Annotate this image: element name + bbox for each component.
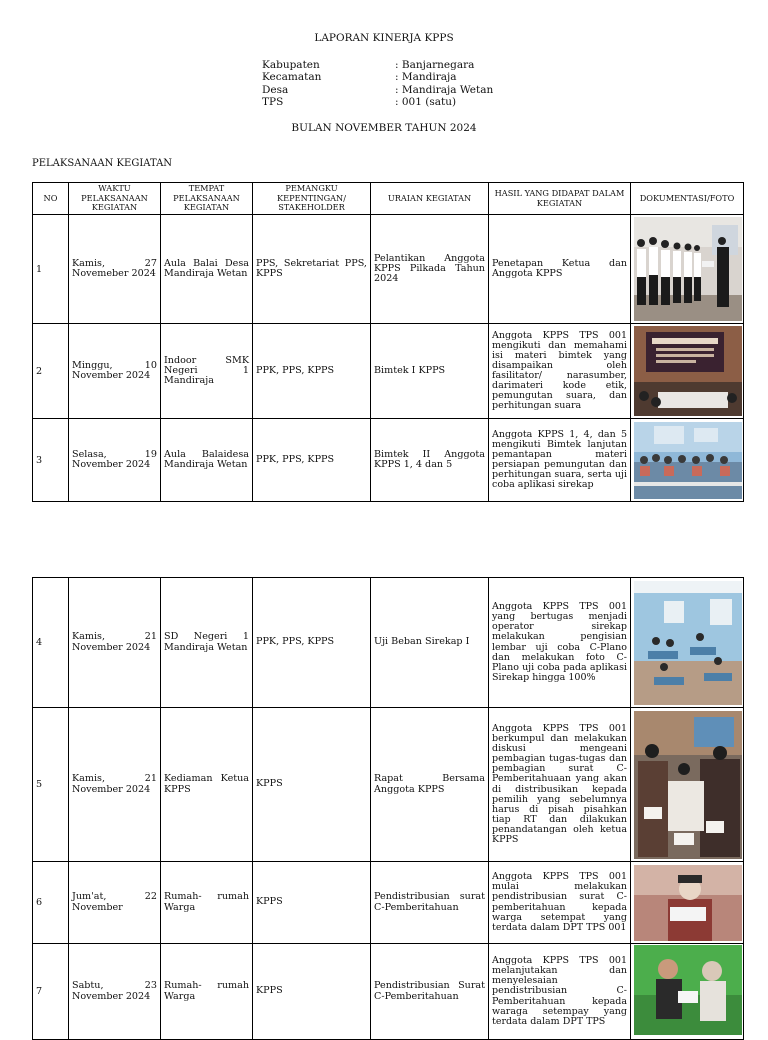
cell-tempat: Aula Balai Desa Mandiraja Wetan [161,215,253,324]
table-row [33,944,744,1040]
cell-tempat: Aula Balaidesa Mandiraja Wetan [161,419,253,502]
cell-foto [631,944,744,1040]
table-row [33,419,744,502]
photo-bimtek-hall [634,326,742,416]
cell-tempat: Kediaman Ketua KPPS [161,708,253,862]
info-label: Kecamatan [262,71,322,84]
table-header-row [33,183,744,215]
table-row [33,708,744,862]
cell-no: 7 [33,944,69,1040]
cell-pemangku: KPPS [253,944,371,1040]
cell-waktu: Sabtu, 23 November 2024 [69,944,161,1040]
report-period: BULAN NOVEMBER TAHUN 2024 [291,122,477,134]
cell-no: 1 [33,215,69,324]
cell-hasil: Anggota KPPS TPS 001 mengikuti dan memahami isi materi bimtek yang disampaikan oleh fasilitator/ narasumber, darimateri kode etik, pemungutan suara, dan perhitungan suara [489,324,631,419]
info-value: : Mandiraja Wetan [395,83,494,96]
cell-foto [631,708,744,862]
cell-no: 2 [33,324,69,419]
cell-no: 5 [33,708,69,862]
column-header-hasil: HASIL YANG DIDAPAT DALAM KEGIATAN [489,183,631,215]
info-label: Kabupaten [262,59,320,71]
column-header-dokumentasi: DOKUMENTASI/FOTO [631,183,744,215]
activity-table-page-1 [32,182,744,502]
cell-waktu: Minggu, 10 November 2024 [69,324,161,419]
cell-pemangku: PPK, PPS, KPPS [253,419,371,502]
cell-uraian: Bimtek I KPPS [371,324,489,419]
cell-uraian: Pendistribusian Surat C-Pemberitahuan [371,944,489,1040]
column-header-tempat: TEMPAT PELAKSANAAN KEGIATAN [161,183,253,215]
cell-waktu: Kamis, 27 Novemeber 2024 [69,215,161,324]
table-row [33,578,744,708]
column-header-no: NO [33,183,69,215]
cell-tempat: Rumah- rumah Warga [161,862,253,944]
cell-tempat: SD Negeri 1 Mandiraja Wetan [161,578,253,708]
cell-foto [631,578,744,708]
cell-foto [631,324,744,419]
cell-hasil: Anggota KPPS TPS 001 yang bertugas menjadi operator sirekap melakukan pengisian lembar uji coba C-Plano dan melakukan foto C-Plano uji coba pada aplikasi Sirekap hingga 100% [489,578,631,708]
cell-pemangku: PPK, PPS, KPPS [253,324,371,419]
cell-hasil: Anggota KPPS TPS 001 melanjutakan dan menyelesaian pendistribusian C-Pemberitahuan kepada waraga setempay yang terdata dalam DPT TPS [489,944,631,1040]
info-row-tps [262,96,493,108]
photo-classroom [634,581,742,705]
info-row-desa [262,84,493,96]
photo-inauguration [634,217,742,321]
cell-foto [631,215,744,324]
cell-uraian: Uji Beban Sirekap I [371,578,489,708]
cell-uraian: Rapat Bersama Anggota KPPS [371,708,489,862]
cell-hasil: Anggota KPPS 1, 4, dan 5 mengikuti Bimtek lanjutan pemantapan materi persiapan pemungutan dan perhitungan suara, serta uji coba aplikasi sirekap [489,419,631,502]
cell-uraian: Bimtek II Anggota KPPS 1, 4 dan 5 [371,419,489,502]
activity-table-page-2 [32,577,744,1040]
info-row-kecamatan [262,71,493,83]
report-info [262,59,493,109]
cell-waktu: Jum'at, 22 November [69,862,161,944]
photo-distribution-1 [634,865,742,941]
cell-hasil: Penetapan Ketua dan Anggota KPPS [489,215,631,324]
column-header-waktu: WAKTU PELAKSANAAN KEGIATAN [69,183,161,215]
info-label: Desa [262,83,289,96]
column-header-pemangku: PEMANGKU KEPENTINGAN/ STAKEHOLDER [253,183,371,215]
cell-no: 4 [33,578,69,708]
cell-pemangku: KPPS [253,708,371,862]
cell-pemangku: PPS, Sekretariat PPS, KPPS [253,215,371,324]
cell-no: 3 [33,419,69,502]
table-row [33,862,744,944]
cell-foto [631,419,744,502]
cell-uraian: Pendistribusian surat C-Pemberitahuan [371,862,489,944]
cell-waktu: Kamis, 21 November 2024 [69,708,161,862]
cell-no: 6 [33,862,69,944]
report-title: LAPORAN KINERJA KPPS [314,32,454,44]
section-title: PELAKSANAAN KEGIATAN [32,158,173,169]
cell-pemangku: KPPS [253,862,371,944]
cell-foto [631,862,744,944]
cell-hasil: Anggota KPPS TPS 001 berkumpul dan melakukan diskusi mengeani pembagian tugas-tugas dan pembagian surat C-Pemberitahuaan yang akan di distribusikan kepada pemilih yang sebelumnya harus di pisah pisahkan tiap RT dan dilakukan penandatangan oleh ketua KPPS [489,708,631,862]
cell-hasil: Anggota KPPS TPS 001 mulai melakukan pendistribusian surat C-pemberitahuan kepada warga setempat yang terdata dalam DPT TPS 001 [489,862,631,944]
cell-pemangku: PPK, PPS, KPPS [253,578,371,708]
cell-uraian: Pelantikan Anggota KPPS Pilkada Tahun 2024 [371,215,489,324]
photo-distribution-2 [634,945,742,1035]
cell-waktu: Kamis, 21 November 2024 [69,578,161,708]
cell-tempat: Rumah- rumah Warga [161,944,253,1040]
photo-bimtek-room [634,422,742,499]
info-row-kabupaten [262,59,493,71]
info-value: : 001 (satu) [395,96,457,109]
info-value: : Mandiraja [395,71,457,84]
table-row [33,215,744,324]
info-value: : Banjarnegara [395,59,475,71]
cell-tempat: Indoor SMK Negeri 1 Mandiraja [161,324,253,419]
cell-waktu: Selasa, 19 November 2024 [69,419,161,502]
table-row [33,324,744,419]
photo-meeting [634,711,742,859]
info-label: TPS [262,96,284,109]
column-header-uraian: URAIAN KEGIATAN [371,183,489,215]
